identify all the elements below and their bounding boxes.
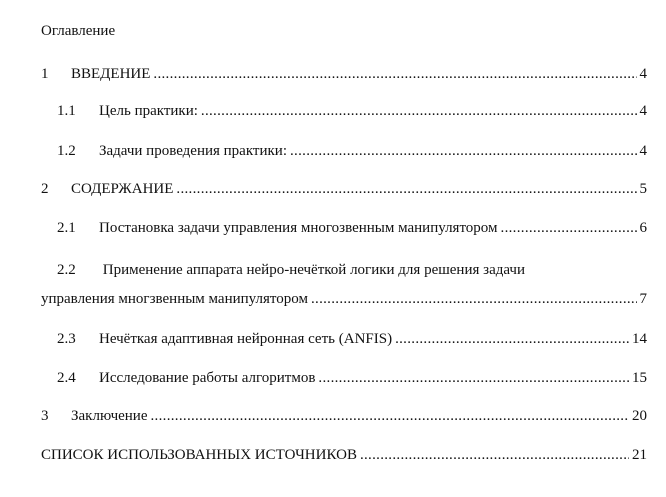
toc-leader-dots xyxy=(311,291,637,308)
toc-entry-content[interactable] xyxy=(41,181,647,201)
toc-leader-dots xyxy=(395,331,629,348)
toc-entry-title: Заключение xyxy=(71,408,148,424)
toc-leader-dots xyxy=(318,370,629,387)
toc-entry-neuro-fuzzy-line2[interactable] xyxy=(41,291,647,311)
toc-entry-title: ВВЕДЕНИЕ xyxy=(71,66,151,82)
toc-entry-anfis[interactable] xyxy=(57,331,647,351)
toc-entry-title: Исследование работы алгоритмов xyxy=(99,370,316,386)
toc-entry-introduction[interactable] xyxy=(41,66,647,86)
toc-entry-page: 6 xyxy=(639,220,647,236)
toc-entry-title: СПИСОК ИСПОЛЬЗОВАННЫХ ИСТОЧНИКОВ xyxy=(41,447,357,463)
toc-entry-number: 3 xyxy=(41,408,49,424)
toc-entry-title: Задачи проведения практики: xyxy=(99,143,287,159)
toc-entry-title: Применение аппарата нейро-нечёткой логики для решения задачи xyxy=(102,262,525,278)
toc-entry-title: Нечёткая адаптивная нейронная сеть (ANFIS) xyxy=(99,331,393,347)
toc-entry-number: 2.1 xyxy=(57,220,76,236)
toc-entry-problem-statement[interactable] xyxy=(57,220,647,240)
toc-entry-number: 2.4 xyxy=(57,370,76,386)
toc-entry-page: 20 xyxy=(632,408,647,424)
toc-entry-page: 4 xyxy=(639,143,647,159)
toc-leader-dots xyxy=(501,220,637,237)
toc-entry-conclusion[interactable] xyxy=(41,408,647,428)
toc-entry-number: 2.2 xyxy=(57,262,76,278)
toc-entry-number: 2.3 xyxy=(57,331,76,347)
toc-entry-page: 4 xyxy=(639,103,647,119)
toc-leader-dots xyxy=(201,103,637,120)
toc-leader-dots xyxy=(153,66,636,83)
toc-entry-practice-tasks[interactable] xyxy=(57,143,647,163)
toc-entry-title-continued: управления многзвенным манипулятором xyxy=(41,291,308,307)
toc-heading: Оглавление xyxy=(41,23,116,39)
toc-leader-dots xyxy=(151,408,630,425)
toc-entry-number: 1 xyxy=(41,66,49,82)
toc-leader-dots xyxy=(290,143,637,160)
toc-entry-page: 4 xyxy=(639,66,647,82)
toc-entry-title: СОДЕРЖАНИЕ xyxy=(71,181,174,197)
toc-entry-page: 7 xyxy=(639,291,647,307)
toc-entry-algorithms-study[interactable] xyxy=(57,370,647,390)
toc-entry-title: Постановка задачи управления многозвенным манипулятором xyxy=(99,220,498,236)
toc-entry-neuro-fuzzy-line1[interactable] xyxy=(57,262,525,279)
toc-entry-page: 15 xyxy=(632,370,647,386)
toc-leader-dots xyxy=(360,447,629,464)
toc-entry-number: 1.1 xyxy=(57,103,76,119)
toc-entry-number: 1.2 xyxy=(57,143,76,159)
toc-entry-title: Цель практики: xyxy=(99,103,198,119)
toc-entry-page: 14 xyxy=(632,331,647,347)
toc-entry-page: 5 xyxy=(639,181,647,197)
toc-entry-practice-goal[interactable] xyxy=(57,103,647,123)
toc-entry-references[interactable] xyxy=(41,447,647,467)
toc-entry-page: 21 xyxy=(632,447,647,463)
toc-leader-dots xyxy=(176,181,636,198)
toc-entry-number: 2 xyxy=(41,181,49,197)
